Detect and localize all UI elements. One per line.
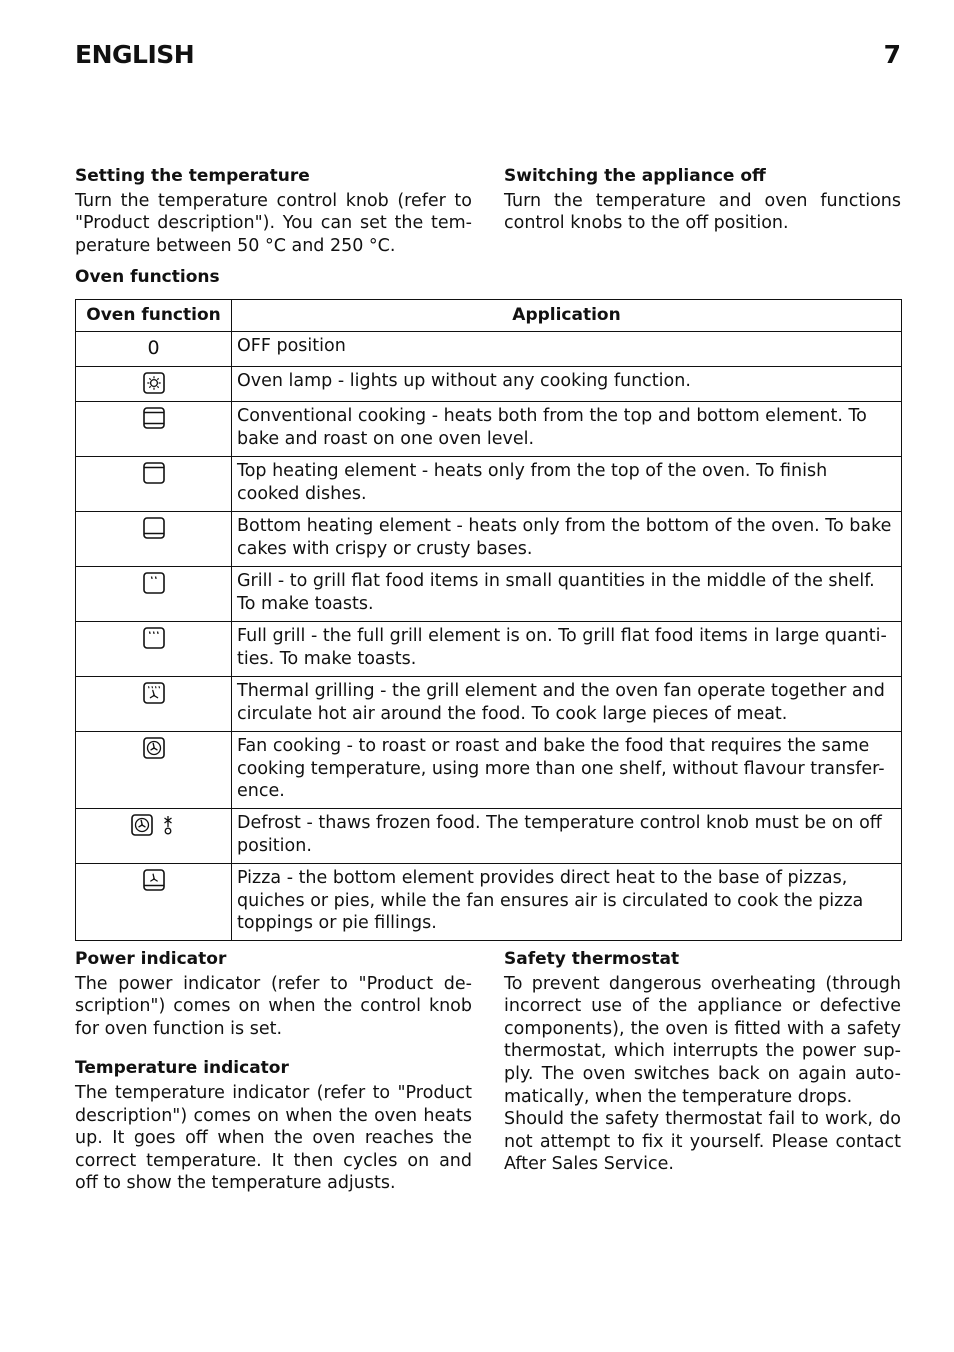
table-row	[76, 567, 902, 622]
table-row	[76, 512, 902, 567]
safety-thermostat-text-1: To prevent dangerous overheating (through incorrect use of the appliance or defective components), the oven is fitted with a safety thermostat, which interrupts the power sup-ply. The oven switches back on again auto-matically, when the temperature drops.	[504, 973, 901, 1107]
application-text: Conventional cooking - heats both from the top and bottom element. To bake and roast on one oven level.	[232, 402, 902, 457]
switching-off-section	[504, 165, 901, 235]
table-header-row	[76, 300, 902, 332]
page-number: 7	[883, 40, 901, 69]
table-row	[76, 677, 902, 732]
thermal-grilling-icon	[142, 681, 166, 705]
page-header	[75, 40, 901, 74]
conventional-cooking-icon	[142, 406, 166, 430]
switching-off-text: Turn the temperature and oven functions control knobs to the off position.	[504, 190, 901, 234]
table-row	[76, 457, 902, 512]
top-heating-icon	[142, 461, 166, 485]
safety-thermostat-heading: Safety thermostat	[504, 949, 680, 969]
application-text: Fan cooking - to roast or roast and bake the food that requires the same cooking temperature, using more than one shelf, without flavour transfer-ence.	[232, 732, 902, 809]
application-text: Thermal grilling - the grill element and the oven fan operate together and circulate hot air around the food. To cook large pieces of meat.	[232, 677, 902, 732]
application-text: Grill - to grill flat food items in small quantities in the middle of the shelf. To make toasts.	[232, 567, 902, 622]
application-text: Defrost - thaws frozen food. The temperature control knob must be on off position.	[232, 809, 902, 864]
table-row	[76, 864, 902, 941]
language-label: ENGLISH	[75, 40, 195, 69]
table-row	[76, 622, 902, 677]
oven-functions-heading: Oven functions	[75, 267, 220, 287]
column-header-function: Oven function	[76, 300, 232, 332]
setting-temperature-text: Turn the temperature control knob (refer to "Product description"). You can set the tem-perature between 50 °C and 250 °C.	[75, 190, 472, 256]
table-row	[76, 402, 902, 457]
application-text: Top heating element - heats only from the top of the oven. To finish cooked dishes.	[232, 457, 902, 512]
left-bottom-column	[75, 948, 472, 1195]
zero-symbol: 0	[147, 337, 160, 359]
oven-lamp-icon	[142, 371, 166, 395]
right-bottom-column	[504, 948, 901, 1176]
power-indicator-heading: Power indicator	[75, 949, 227, 969]
temperature-indicator-text: The temperature indicator (refer to "Product description") comes on when the oven heats up. It goes off when the oven reaches the correct temperature. It then cycles on and off to show the temperature adjusts.	[75, 1082, 472, 1194]
safety-thermostat-text-2: Should the safety thermostat fail to work, do not attempt to fix it yourself. Please contact After Sales Service.	[504, 1109, 901, 1175]
grill-icon	[142, 571, 166, 595]
setting-temperature-heading: Setting the temperature	[75, 166, 310, 186]
power-indicator-text: The power indicator (refer to "Product de-scription") comes on when the control knob for oven function is set.	[75, 973, 472, 1039]
column-header-application: Application	[232, 300, 902, 332]
oven-functions-table	[75, 299, 902, 941]
table-row	[76, 332, 902, 367]
application-text: Pizza - the bottom element provides direct heat to the base of pizzas, quiches or pies, while the fan ensures air is circulated to cook the pizza toppings or pie fillings.	[232, 864, 902, 941]
application-text: OFF position	[232, 332, 902, 367]
bottom-heating-icon	[142, 516, 166, 540]
full-grill-icon	[142, 626, 166, 650]
application-text: Full grill - the full grill element is on. To grill flat food items in large quanti-ties. To make toasts.	[232, 622, 902, 677]
table-row	[76, 367, 902, 402]
fan-cooking-icon	[142, 736, 166, 760]
table-row	[76, 809, 902, 864]
table-row	[76, 732, 902, 809]
pizza-icon	[142, 868, 166, 892]
defrost-icon	[130, 813, 178, 837]
temperature-indicator-heading: Temperature indicator	[75, 1058, 289, 1079]
setting-temperature-section	[75, 165, 472, 257]
switching-off-heading: Switching the appliance off	[504, 166, 766, 186]
application-text: Bottom heating element - heats only from the bottom of the oven. To bake cakes with crispy or crusty bases.	[232, 512, 902, 567]
application-text: Oven lamp - lights up without any cooking function.	[232, 367, 902, 402]
